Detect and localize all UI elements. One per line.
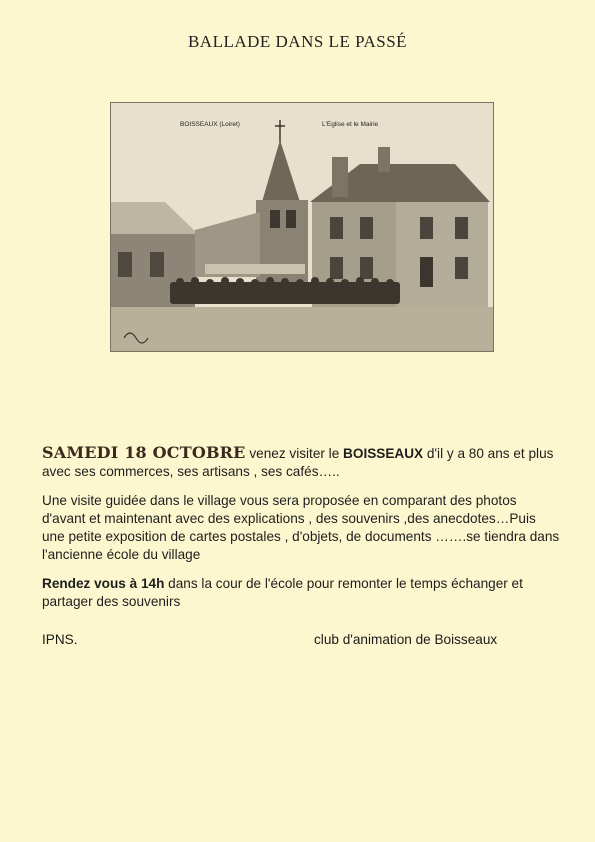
village-name: BOISSEAUX xyxy=(343,446,424,461)
event-date: SAMEDI 18 OCTOBRE xyxy=(42,443,246,462)
postcard-caption-left: BOISSEAUX (Loiret) xyxy=(180,121,240,128)
footer-ipns: IPNS. xyxy=(42,632,78,647)
visit-description: Une visite guidée dans le village vous sera proposée en comparant des photos d'avant et maintenant avec des explications , des souvenirs ,des anecdotes…Puis une petite exposition de cartes postales , d'objets, de documents …….se tiendra dans l'ancienne école du village xyxy=(42,493,560,562)
page-title: BALLADE DANS LE PASSÉ xyxy=(187,32,408,51)
intro-paragraph xyxy=(42,444,562,481)
old-postcard-photo xyxy=(110,102,494,352)
footer xyxy=(42,632,532,647)
meeting-paragraph xyxy=(42,575,562,611)
intro-text-b: d'il y a 80 ans et plus avec ses commerces, ses artisans , ses cafés….. xyxy=(42,446,554,479)
meeting-time: Rendez vous à 14h xyxy=(42,576,165,591)
meeting-text: dans la cour de l'école pour remonter le temps échanger et partager des souvenirs xyxy=(42,576,523,609)
intro-text-a: venez visiter le xyxy=(245,446,344,461)
announcement-body xyxy=(42,444,562,622)
footer-organizer: club d'animation de Boisseaux xyxy=(314,632,498,647)
postcard-caption-right: L'Eglise et le Mairie xyxy=(322,121,379,128)
